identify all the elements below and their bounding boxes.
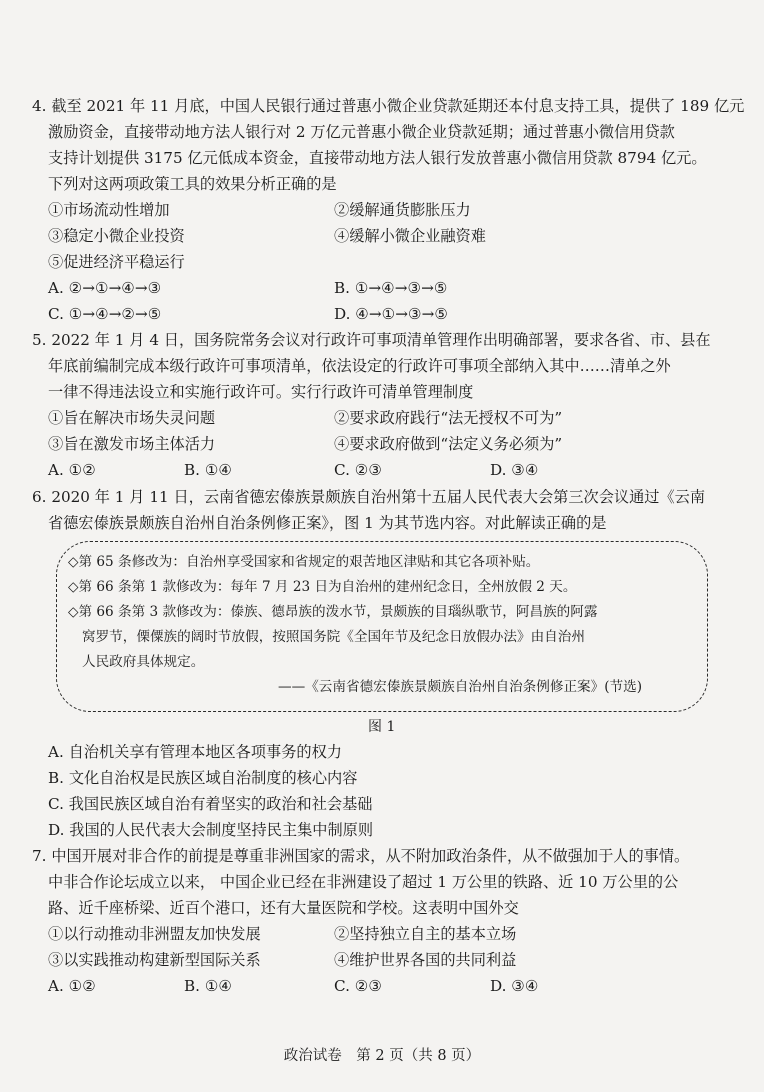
q4-item-1: ①市场流动性增加 — [48, 201, 170, 219]
q5-item-4: ④要求政府做到“法定义务必须为” — [334, 435, 563, 453]
q7-item-1: ①以行动推动非洲盟友加快发展 — [48, 925, 261, 943]
figure-label: 图 1 — [368, 719, 396, 735]
q4-choice-b: B. ①→④→③→⑤ — [334, 279, 448, 297]
q7-choice-c: C. ②③ — [334, 977, 382, 995]
q5-choice-a: A. ①② — [48, 461, 96, 479]
q5-choice-d: D. ③④ — [490, 461, 539, 479]
q6-stem-line-2: 省德宏傣族景颇族自治州自治条例修正案》，图 1 为其节选内容。对此解读正确的是 — [48, 514, 607, 532]
q4-stem-line-3: 支持计划提供 3175 亿元低成本资金，直接带动地方法人银行发放普惠小微信用贷款 8794 亿元。 — [48, 149, 707, 167]
q4-stem-line-1: 4. 截至 2021 年 11 月底，中国人民银行通过普惠小微企业贷款延期还本付息支持工具，提供了 189 亿元 — [32, 97, 745, 115]
page-footer: 政治试卷 第 2 页（共 8 页） — [283, 1048, 481, 1064]
q5-stem-line-2: 年底前编制完成本级行政许可事项清单，依法设定的行政许可事项全部纳入其中……清单之外 — [48, 357, 671, 375]
excerpt-line-3: ◇第 66 条第 3 款修改为：傣族、德昂族的泼水节，景颇族的目瑙纵歌节，阿昌族的阿露 — [68, 604, 598, 620]
q4-choice-d: D. ④→①→③→⑤ — [334, 305, 448, 323]
excerpt-line-2: ◇第 66 条第 1 款修改为：每年 7 月 23 日为自治州的建州纪念日，全州放假 2 天。 — [68, 579, 577, 595]
excerpt-line-1: ◇第 65 条修改为：自治州享受国家和省规定的艰苦地区津贴和其它各项补贴。 — [68, 554, 540, 570]
excerpt-source: ——《云南省德宏傣族景颇族自治州自治条例修正案》(节选) — [278, 679, 643, 695]
q4-item-2: ②缓解通货膨胀压力 — [334, 201, 471, 219]
q6-stem-line-1: 6. 2020 年 1 月 11 日，云南省德宏傣族景颇族自治州第十五届人民代表大会第三次会议通过《云南 — [32, 488, 706, 506]
q5-stem-line-1: 5. 2022 年 1 月 4 日，国务院常务会议对行政许可事项清单管理作出明确部署，要求各省、市、县在 — [32, 331, 711, 349]
q7-choice-a: A. ①② — [48, 977, 96, 995]
q4-item-5: ⑤促进经济平稳运行 — [48, 253, 185, 271]
q7-item-2: ②坚持独立自主的基本立场 — [334, 925, 517, 943]
q7-stem-line-3: 路、近千座桥梁、近百个港口，还有大量医院和学校。这表明中国外交 — [48, 899, 519, 917]
q7-choice-d: D. ③④ — [490, 977, 539, 995]
q5-choice-c: C. ②③ — [334, 461, 382, 479]
q5-item-1: ①旨在解决市场失灵问题 — [48, 409, 216, 427]
excerpt-line-5: 人民政府具体规定。 — [82, 654, 205, 670]
excerpt-line-4: 窝罗节，傈僳族的阔时节放假，按照国务院《全国年节及纪念日放假办法》由自治州 — [82, 629, 585, 645]
q5-item-2: ②要求政府践行“法无授权不可为” — [334, 409, 563, 427]
q5-stem-line-3: 一律不得违法设立和实施行政许可。实行行政许可清单管理制度 — [48, 383, 474, 401]
q5-item-3: ③旨在激发市场主体活力 — [48, 435, 216, 453]
q6-choice-d: D. 我国的人民代表大会制度坚持民主集中制原则 — [48, 821, 374, 839]
q7-stem-line-2: 中非合作论坛成立以来， 中国企业已经在非洲建设了超过 1 万公里的铁路、近 10 万公里的公 — [48, 873, 679, 891]
q7-item-4: ④维护世界各国的共同利益 — [334, 951, 517, 969]
q4-stem-line-4: 下列对这两项政策工具的效果分析正确的是 — [48, 175, 337, 193]
q6-choice-c: C. 我国民族区域自治有着坚实的政治和社会基础 — [48, 795, 373, 813]
q7-choice-b: B. ①④ — [184, 977, 233, 995]
q4-choice-a: A. ②→①→④→③ — [48, 279, 162, 297]
q4-item-4: ④缓解小微企业融资难 — [334, 227, 486, 245]
q7-item-3: ③以实践推动构建新型国际关系 — [48, 951, 261, 969]
q4-stem-line-2: 激励资金，直接带动地方法人银行对 2 万亿元普惠小微企业贷款延期；通过普惠小微信用贷款 — [48, 123, 675, 141]
q7-stem-line-1: 7. 中国开展对非合作的前提是尊重非洲国家的需求，从不附加政治条件，从不做强加于人的事情。 — [32, 847, 690, 865]
q4-item-3: ③稳定小微企业投资 — [48, 227, 185, 245]
q5-choice-b: B. ①④ — [184, 461, 233, 479]
q6-choice-a: A. 自治机关享有管理本地区各项事务的权力 — [48, 743, 342, 761]
q4-choice-c: C. ①→④→②→⑤ — [48, 305, 162, 323]
q6-choice-b: B. 文化自治权是民族区域自治制度的核心内容 — [48, 769, 358, 787]
